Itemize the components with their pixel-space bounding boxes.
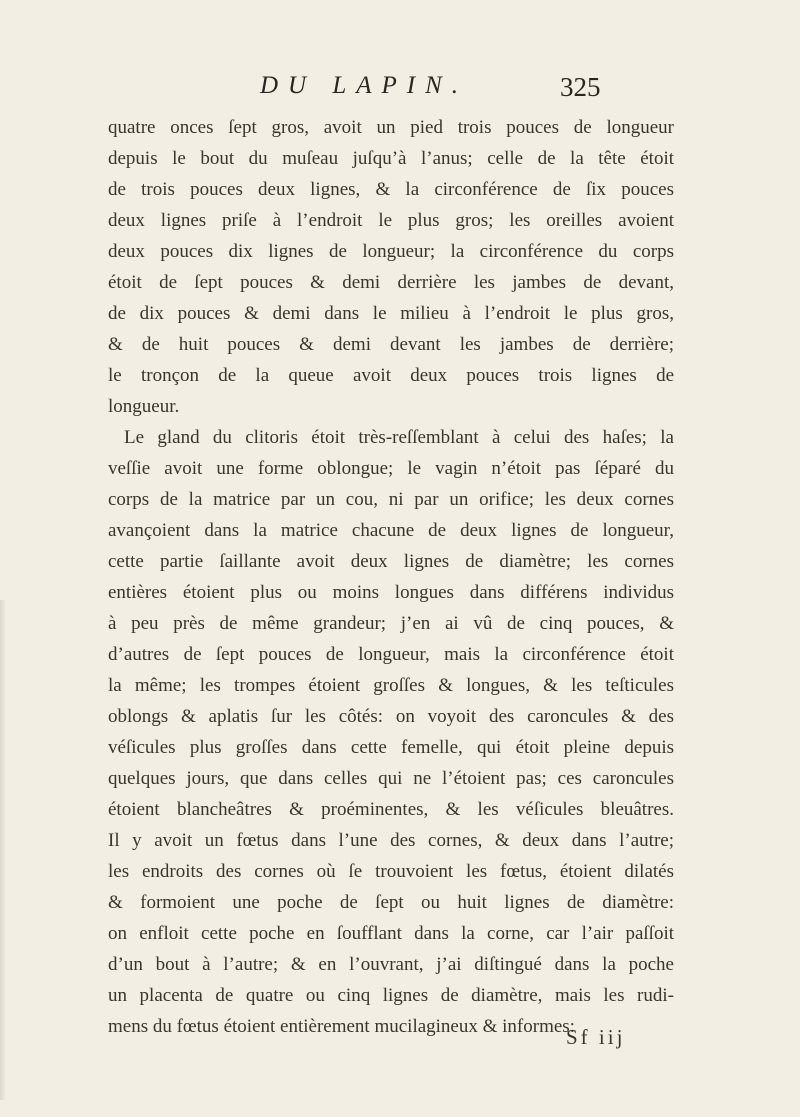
- running-title: DU LAPIN.: [260, 72, 469, 99]
- text-line: les endroits des cornes où ſe trouvoient les fœtus, étoient dilatés: [108, 861, 674, 882]
- text-line: longueur.: [108, 396, 180, 417]
- text-line: étoient blancheâtres & proéminentes, & les véſicules bleuâtres.: [108, 799, 674, 820]
- text-line: depuis le bout du muſeau juſqu’à l’anus; celle de la tête étoit: [108, 148, 674, 169]
- text-line: de dix pouces & demi dans le milieu à l’endroit le plus gros,: [108, 303, 674, 324]
- text-line: quelques jours, que dans celles qui ne l’étoient pas; ces caroncules: [108, 768, 674, 789]
- text-line: Il y avoit un fœtus dans l’une des cornes, & deux dans l’autre;: [108, 830, 674, 851]
- page-edge-shadow: [0, 600, 6, 1100]
- page-number: 325: [560, 72, 601, 102]
- text-line: on enfloit cette poche en ſoufflant dans la corne, car l’air paſſoit: [108, 923, 674, 944]
- text-line: véſicules plus groſſes dans cette femelle, qui étoit pleine depuis: [108, 737, 674, 758]
- text-line: d’un bout à l’autre; & en l’ouvrant, j’ai diſtingué dans la poche: [108, 954, 674, 975]
- text-line: & de huit pouces & demi devant les jambes de derrière;: [108, 334, 674, 355]
- text-line: oblongs & aplatis ſur les côtés: on voyoit des caroncules & des: [108, 706, 674, 727]
- text-line: mens du fœtus étoient entièrement mucilagineux & informes:: [108, 1016, 575, 1037]
- signature-mark: Sf iij: [566, 1025, 626, 1049]
- text-line: d’autres de ſept pouces de longueur, mais la circonférence étoit: [108, 644, 674, 665]
- text-line: & formoient une poche de ſept ou huit lignes de diamètre:: [108, 892, 674, 913]
- page-header: [0, 70, 800, 110]
- text-line: corps de la matrice par un cou, ni par un orifice; les deux cornes: [108, 489, 674, 510]
- text-line: étoit de ſept pouces & demi derrière les jambes de devant,: [108, 272, 674, 293]
- text-line: Le gland du clitoris étoit très-reſſemblant à celui des haſes; la: [124, 427, 674, 448]
- text-line: entières étoient plus ou moins longues dans différens individus: [108, 582, 674, 603]
- text-line: deux pouces dix lignes de longueur; la circonférence du corps: [108, 241, 674, 262]
- text-line: quatre onces ſept gros, avoit un pied trois pouces de longueur: [108, 117, 674, 138]
- text-line: veſſie avoit une forme oblongue; le vagin n’étoit pas ſéparé du: [108, 458, 674, 479]
- text-line: à peu près de même grandeur; j’en ai vû de cinq pouces, &: [108, 613, 674, 634]
- text-line: deux lignes priſe à l’endroit le plus gros; les oreilles avoient: [108, 210, 674, 231]
- text-line: cette partie ſaillante avoit deux lignes de diamètre; les cornes: [108, 551, 674, 572]
- text-line: avançoient dans la matrice chacune de deux lignes de longueur,: [108, 520, 674, 541]
- text-line: un placenta de quatre ou cinq lignes de diamètre, mais les rudi-: [108, 985, 674, 1006]
- text-line: de trois pouces deux lignes, & la circonférence de ſix pouces: [108, 179, 674, 200]
- text-line: le tronçon de la queue avoit deux pouces trois lignes de: [108, 365, 674, 386]
- body-text: [108, 112, 674, 1042]
- text-line: la même; les trompes étoient groſſes & longues, & les teſticules: [108, 675, 674, 696]
